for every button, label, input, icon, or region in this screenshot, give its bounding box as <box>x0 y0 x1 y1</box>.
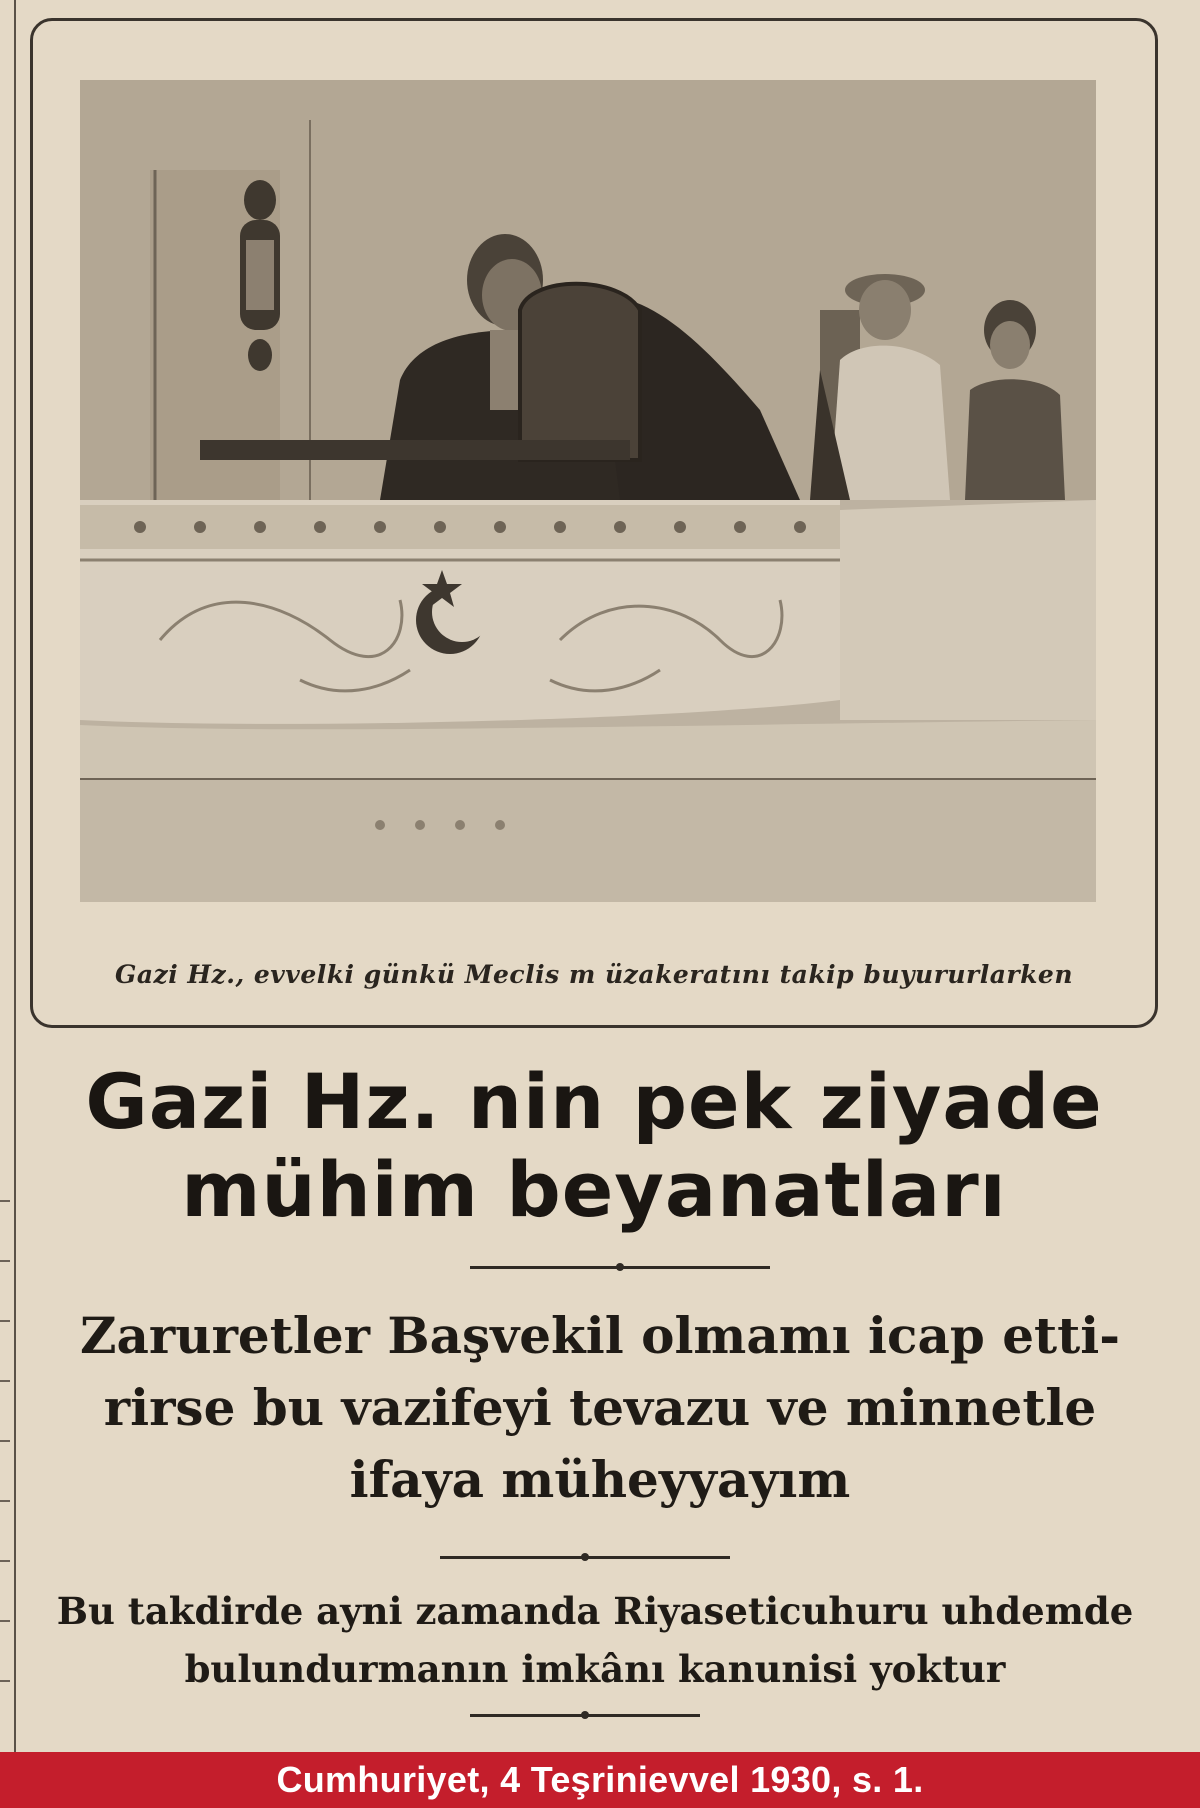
ornamental-divider <box>470 1714 700 1717</box>
ornamental-divider <box>470 1266 770 1269</box>
edge-tick <box>0 1200 10 1202</box>
subheadline <box>40 1300 1160 1516</box>
news-photograph <box>80 80 1096 902</box>
photo-caption: Gazi Hz., evvelki günkü Meclis m üzakeratını takip buyururlarken <box>114 960 1073 989</box>
headline <box>30 1058 1158 1234</box>
edge-tick <box>0 1500 10 1502</box>
edge-tick <box>0 1440 10 1442</box>
edge-tick <box>0 1560 10 1562</box>
headline-line: mühim beyanatları <box>181 1145 1007 1234</box>
edge-tick <box>0 1620 10 1622</box>
source-citation: Cumhuriyet, 4 Teşrinievvel 1930, s. 1. <box>276 1759 924 1800</box>
ornamental-divider <box>440 1556 730 1559</box>
edge-tick <box>0 1380 10 1382</box>
photograph-illustration <box>80 80 1096 902</box>
subheadline-line: Zaruretler Başvekil olmamı icap etti- <box>79 1306 1120 1365</box>
edge-tick <box>0 1320 10 1322</box>
source-banner <box>0 1752 1200 1808</box>
subheadline-line: rirse bu vazifeyi tevazu ve minnetle <box>103 1378 1097 1437</box>
edge-tick <box>0 1680 10 1682</box>
second-subheadline <box>25 1582 1165 1698</box>
second-subheadline-line: Bu takdirde ayni zamanda Riyaseticuhuru uhdemde <box>56 1589 1134 1633</box>
subheadline-line: ifaya müheyyayım <box>349 1450 851 1509</box>
second-subheadline-line: bulundurmanın imkânı kanunisi yoktur <box>184 1647 1006 1691</box>
edge-tick <box>0 1260 10 1262</box>
page-edge-rule <box>14 0 16 1760</box>
headline-line: Gazi Hz. nin pek ziyade <box>85 1057 1103 1146</box>
